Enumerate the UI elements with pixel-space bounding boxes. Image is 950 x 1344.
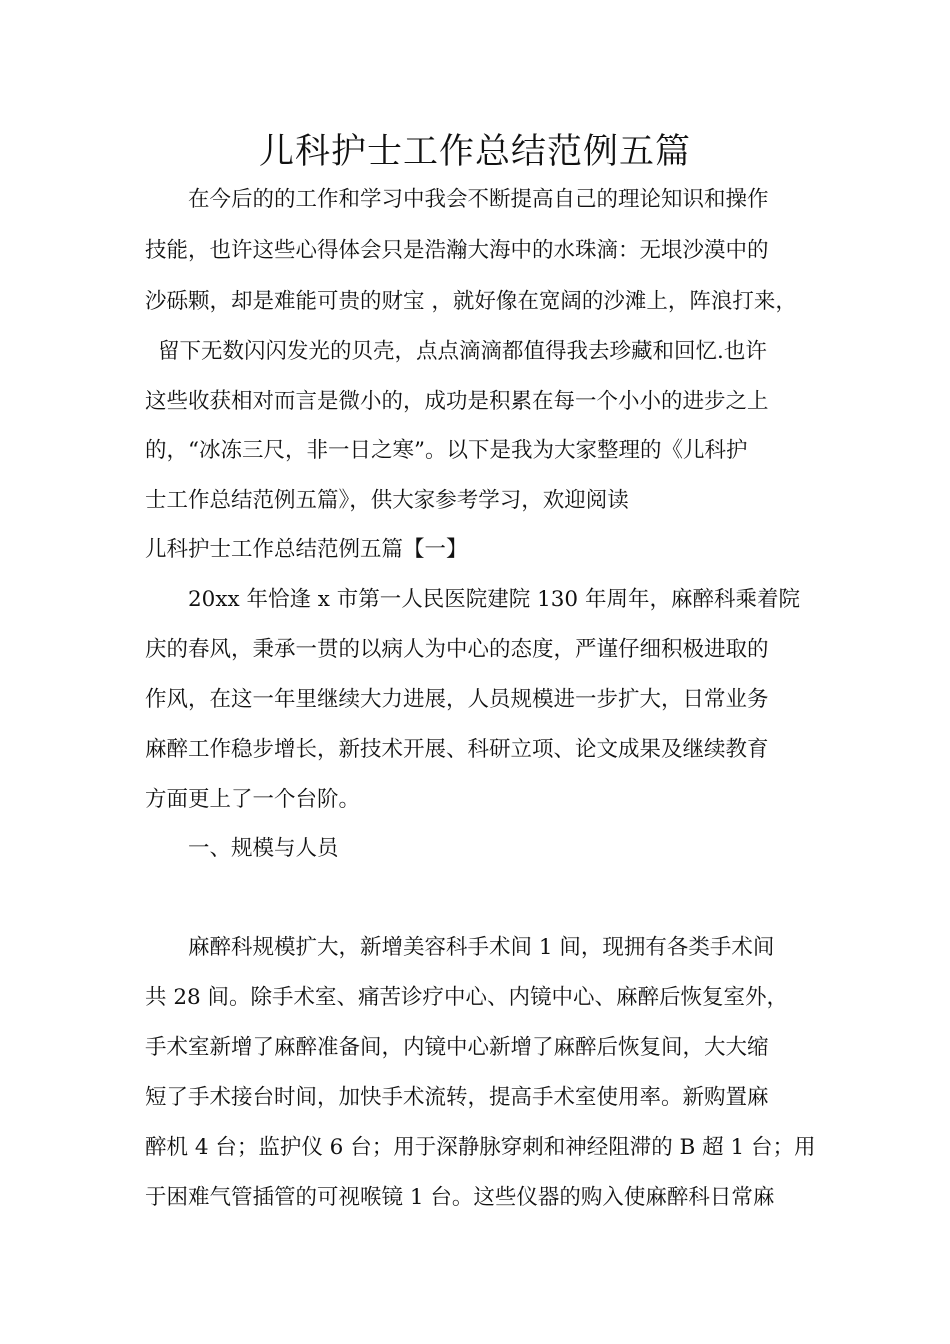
paragraph-line: 醉机 4 台；监护仪 6 台；用于深静脉穿刺和神经阻滞的 B 超 1 台；用 [145, 1135, 816, 1160]
intro-line: 这些收获相对而言是微小的，成功是积累在每一个小小的进步之上 [145, 389, 769, 414]
paragraph-line: 麻醉科规模扩大，新增美容科手术间 1 间，现拥有各类手术间 [188, 935, 775, 960]
paragraph-line: 20xx 年恰逢 x 市第一人民医院建院 130 年周年，麻醉科乘着院 [188, 587, 800, 612]
paragraph-line: 作风，在这一年里继续大力进展，人员规模进一步扩大，日常业务 [145, 687, 769, 712]
paragraph-line: 短了手术接台时间，加快手术流转，提高手术室使用率。新购置麻 [145, 1085, 769, 1110]
paragraph-line: 于困难气管插管的可视喉镜 1 台。这些仪器的购入使麻醉科日常麻 [145, 1185, 775, 1210]
intro-line: 士工作总结范例五篇》，供大家参考学习，欢迎阅读 [145, 488, 629, 513]
paragraph-line: 麻醉工作稳步增长，新技术开展、科研立项、论文成果及继续教育 [145, 737, 769, 762]
subheading: 一、规模与人员 [188, 836, 339, 861]
paragraph-line: 手术室新增了麻醉准备间，内镜中心新增了麻醉后恢复间，大大缩 [145, 1035, 769, 1060]
intro-line: 技能，也许这些心得体会只是浩瀚大海中的水珠滴：无垠沙漠中的 [145, 238, 769, 263]
paragraph-line: 庆的春风，秉承一贯的以病人为中心的态度，严谨仔细积极进取的 [145, 637, 769, 662]
paragraph-line: 方面更上了一个台阶。 [145, 787, 361, 812]
section-heading: 儿科护士工作总结范例五篇【一】 [145, 537, 468, 562]
intro-line: 沙砾颗，却是难能可贵的财宝 ，就好像在宽阔的沙滩上，阵浪打来， [145, 289, 797, 314]
paragraph-line: 共 28 间。除手术室、痛苦诊疗中心、内镜中心、麻醉后恢复室外， [145, 985, 789, 1010]
intro-line: 在今后的的工作和学习中我会不断提高自己的理论知识和操作 [188, 187, 769, 212]
intro-line: 留下无数闪闪发光的贝壳，点点滴滴都值得我去珍藏和回忆.也许 [158, 339, 767, 364]
document-title: 儿科护士工作总结范例五篇 [258, 132, 691, 172]
intro-line: 的，“冰冻三尺，非一日之寒”。以下是我为大家整理的《儿科护 [145, 438, 748, 463]
